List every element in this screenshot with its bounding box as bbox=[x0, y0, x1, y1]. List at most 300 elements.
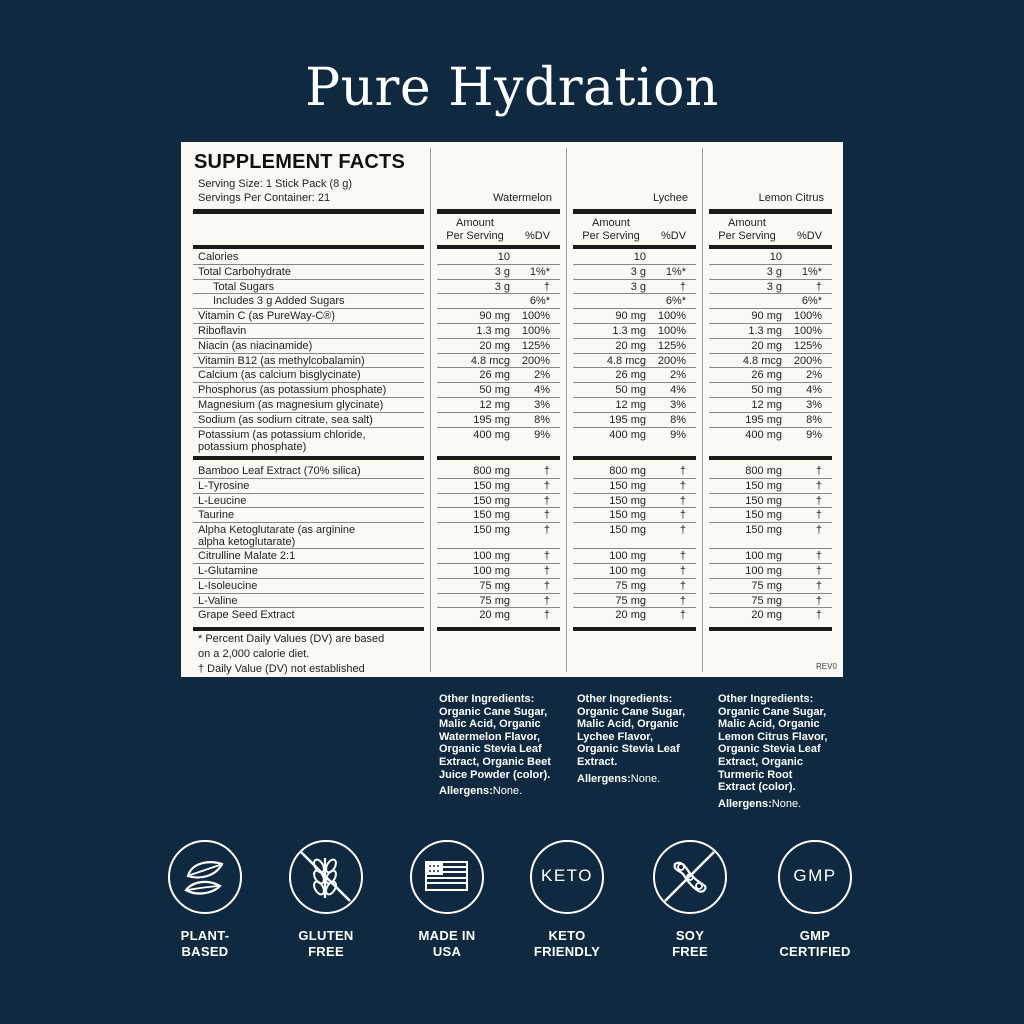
amount-cell: 3 g bbox=[630, 265, 646, 278]
us-flag-icon bbox=[410, 840, 484, 914]
amount-cell: 26 mg bbox=[479, 369, 510, 382]
badge-soy-free: SOY FREE bbox=[625, 840, 755, 960]
rule-thin bbox=[437, 507, 560, 508]
rule-thin bbox=[437, 607, 560, 608]
rule-thin bbox=[193, 548, 424, 549]
dv-cell: 100% bbox=[657, 310, 686, 323]
rule-thin bbox=[193, 522, 424, 523]
amount-cell: 10 bbox=[769, 251, 782, 263]
row-label: L-Valine bbox=[198, 594, 238, 607]
rule-thin bbox=[573, 522, 696, 523]
row-label: Citrulline Malate 2:1 bbox=[198, 550, 296, 563]
rule-thin bbox=[709, 397, 832, 398]
rule-thin bbox=[437, 279, 560, 280]
dv-cell: † bbox=[679, 494, 686, 507]
rule-thin bbox=[709, 279, 832, 280]
badge-plant-based: PLANT- BASED bbox=[140, 840, 270, 960]
rule-thin bbox=[193, 323, 424, 324]
amount-cell: 90 mg bbox=[615, 310, 646, 323]
amount-cell: 12 mg bbox=[751, 399, 782, 411]
rule-thick bbox=[437, 627, 560, 631]
row-label: Phosphorus (as potassium phosphate) bbox=[198, 384, 387, 397]
rule-thick bbox=[573, 209, 696, 214]
ingredient-line: Organic Stevia Leaf bbox=[718, 743, 821, 756]
rule-thin bbox=[193, 338, 424, 339]
dv-cell: † bbox=[679, 465, 686, 477]
amount-cell: 1.3 mg bbox=[612, 325, 646, 337]
no-wheat-icon bbox=[289, 840, 363, 914]
row-label: Alpha Ketoglutarate (as arginine alpha ketoglutarate) bbox=[198, 524, 356, 549]
dv-cell: 100% bbox=[521, 325, 550, 337]
rule-thin bbox=[709, 367, 832, 368]
dv-cell: † bbox=[815, 594, 822, 607]
rule-thin bbox=[573, 367, 696, 368]
amount-cell: 20 mg bbox=[751, 339, 782, 352]
row-label: L-Leucine bbox=[198, 494, 247, 507]
page-title: Pure Hydration bbox=[305, 58, 719, 118]
rule-thin bbox=[437, 593, 560, 594]
amount-cell: 150 mg bbox=[609, 509, 646, 522]
row-label: Sodium (as sodium citrate, sea salt) bbox=[198, 413, 373, 426]
rule-thin bbox=[709, 578, 832, 579]
rule-thick bbox=[709, 456, 832, 460]
row-label: Includes 3 g Added Sugars bbox=[213, 295, 345, 308]
row-label: Magnesium (as magnesium glycinate) bbox=[198, 399, 384, 411]
rule-thin bbox=[709, 264, 832, 265]
rule-thin bbox=[573, 264, 696, 265]
amount-cell: 4.8 mcg bbox=[742, 354, 782, 367]
rule-thin bbox=[193, 367, 424, 368]
rule-thin bbox=[437, 353, 560, 354]
row-label: L-Glutamine bbox=[198, 565, 258, 577]
dv-cell: † bbox=[679, 550, 686, 563]
flavor-lychee: Lychee bbox=[652, 192, 688, 204]
column-divider bbox=[702, 148, 703, 672]
amount-cell: 1.3 mg bbox=[476, 325, 510, 337]
rule-thin bbox=[437, 563, 560, 564]
ingredient-line: Organic Cane Sugar, bbox=[577, 705, 686, 718]
dv-cell: 9% bbox=[534, 428, 550, 441]
rule-thin bbox=[709, 382, 832, 383]
rule-thin bbox=[193, 308, 424, 309]
amount-cell: 4.8 mcg bbox=[470, 354, 510, 367]
amount-cell: 150 mg bbox=[609, 524, 646, 537]
ingredient-line: Extract (color). bbox=[718, 781, 796, 794]
amount-cell: 400 mg bbox=[473, 428, 510, 441]
dv-cell: 100% bbox=[793, 325, 822, 337]
flavor-lemon-citrus: Lemon Citrus bbox=[758, 192, 824, 204]
ingredient-line: Watermelon Flavor, bbox=[439, 730, 541, 743]
amount-cell: 90 mg bbox=[751, 310, 782, 323]
rule-thick bbox=[193, 245, 424, 249]
servings-per-container: Servings Per Container: 21 bbox=[198, 192, 331, 204]
rule-thin bbox=[573, 382, 696, 383]
flavor-watermelon: Watermelon bbox=[493, 192, 552, 204]
dv-cell: † bbox=[679, 594, 686, 607]
rule-thick bbox=[709, 627, 832, 631]
ingredient-line: Malic Acid, Organic bbox=[577, 718, 679, 731]
dv-cell: † bbox=[815, 550, 822, 563]
row-label: Bamboo Leaf Extract (70% silica) bbox=[198, 465, 361, 477]
badge-gmp-certified: GMP GMP CERTIFIED bbox=[750, 840, 880, 960]
ingredient-line: Extract, Organic Beet bbox=[439, 755, 551, 768]
amount-cell: 100 mg bbox=[745, 565, 782, 577]
rule-thin bbox=[573, 548, 696, 549]
rule-thin bbox=[437, 493, 560, 494]
row-label: Riboflavin bbox=[198, 325, 247, 337]
rule-thick bbox=[193, 209, 424, 214]
column-divider bbox=[566, 148, 567, 672]
row-label: Taurine bbox=[198, 509, 235, 522]
keto-icon: KETO bbox=[530, 840, 604, 914]
rule-thin bbox=[709, 563, 832, 564]
dv-cell: 200% bbox=[521, 354, 550, 367]
rule-thin bbox=[709, 522, 832, 523]
dv-cell: 200% bbox=[793, 354, 822, 367]
rule-thin bbox=[437, 578, 560, 579]
rule-thin bbox=[709, 507, 832, 508]
rule-thin bbox=[193, 563, 424, 564]
dv-cell: 1%* bbox=[801, 265, 822, 278]
rule-thick bbox=[573, 456, 696, 460]
amount-cell: 90 mg bbox=[479, 310, 510, 323]
dv-cell: 4% bbox=[806, 384, 822, 397]
row-label: L-Isoleucine bbox=[198, 579, 258, 592]
dv-cell: 2% bbox=[670, 369, 686, 382]
dv-cell: † bbox=[815, 280, 822, 293]
badge-keto-friendly: KETO KETO FRIENDLY bbox=[502, 840, 632, 960]
no-soy-icon bbox=[653, 840, 727, 914]
dv-cell: † bbox=[543, 280, 550, 293]
ingredient-line: Organic Cane Sugar, bbox=[718, 705, 827, 718]
badge-gluten-free: GLUTEN FREE bbox=[261, 840, 391, 960]
dv-header: %DV bbox=[525, 230, 551, 242]
rule-thin bbox=[709, 412, 832, 413]
amount-cell: 26 mg bbox=[615, 369, 646, 382]
rule-thin bbox=[573, 578, 696, 579]
ingredient-line: Turmeric Root bbox=[718, 768, 793, 781]
rule-thin bbox=[573, 607, 696, 608]
rule-thick bbox=[709, 245, 832, 249]
rule-thick bbox=[193, 627, 424, 631]
dv-cell: 100% bbox=[793, 310, 822, 323]
dv-cell: † bbox=[815, 494, 822, 507]
rule-thin bbox=[193, 478, 424, 479]
other-ingredients-watermelon: Other Ingredients: Organic Cane Sugar, Malic Acid, Organic Watermelon Flavor, Organic Stevia Leaf Extract, Organic Beet Juice Powder (color). Allergens:None. bbox=[439, 693, 569, 798]
rule-thin bbox=[437, 427, 560, 428]
dv-cell: † bbox=[543, 579, 550, 592]
dv-cell: 125% bbox=[793, 339, 822, 352]
dv-header: %DV bbox=[797, 230, 823, 242]
amount-cell: 150 mg bbox=[609, 479, 646, 492]
row-label: Total Sugars bbox=[213, 280, 275, 293]
rule-thin bbox=[437, 478, 560, 479]
rule-thin bbox=[573, 427, 696, 428]
amount-cell: 12 mg bbox=[479, 399, 510, 411]
rule-thin bbox=[709, 353, 832, 354]
dv-cell: 4% bbox=[534, 384, 550, 397]
rule-thick bbox=[573, 627, 696, 631]
rule-thin bbox=[193, 412, 424, 413]
amount-cell: 1.3 mg bbox=[748, 325, 782, 337]
amount-cell: 800 mg bbox=[473, 465, 510, 477]
amount-cell: 195 mg bbox=[609, 413, 646, 426]
amount-cell: 150 mg bbox=[745, 509, 782, 522]
ingredient-line: Extract, Organic bbox=[718, 755, 803, 768]
amount-cell: 100 mg bbox=[473, 565, 510, 577]
amount-cell: 100 mg bbox=[609, 550, 646, 563]
amount-cell: 150 mg bbox=[473, 479, 510, 492]
amount-cell: 3 g bbox=[766, 280, 782, 293]
dv-cell: † bbox=[679, 479, 686, 492]
dv-cell: † bbox=[815, 465, 822, 477]
rule-thin bbox=[709, 293, 832, 294]
rule-thin bbox=[437, 367, 560, 368]
rule-thin bbox=[573, 412, 696, 413]
dv-cell: † bbox=[815, 479, 822, 492]
rule-thin bbox=[437, 382, 560, 383]
facts-heading: SUPPLEMENT FACTS bbox=[194, 151, 405, 173]
amount-cell: 150 mg bbox=[745, 479, 782, 492]
dv-cell: 8% bbox=[806, 413, 822, 426]
amount-cell: 800 mg bbox=[745, 465, 782, 477]
rule-thin bbox=[193, 607, 424, 608]
rule-thin bbox=[193, 382, 424, 383]
rule-thin bbox=[573, 593, 696, 594]
dv-cell: † bbox=[543, 494, 550, 507]
rule-thin bbox=[709, 478, 832, 479]
row-label: Calories bbox=[198, 251, 239, 263]
amount-cell: 20 mg bbox=[615, 609, 646, 622]
amount-cell: 20 mg bbox=[479, 339, 510, 352]
rule-thin bbox=[437, 548, 560, 549]
rule-thin bbox=[709, 493, 832, 494]
dv-cell: 1%* bbox=[665, 265, 686, 278]
rule-thin bbox=[193, 279, 424, 280]
amount-cell: 20 mg bbox=[479, 609, 510, 622]
amount-cell: 20 mg bbox=[615, 339, 646, 352]
dv-cell: 6%* bbox=[801, 295, 822, 308]
dv-cell: † bbox=[679, 509, 686, 522]
rule-thin bbox=[437, 323, 560, 324]
amount-cell: 75 mg bbox=[479, 594, 510, 607]
rule-thin bbox=[709, 548, 832, 549]
amount-cell: 150 mg bbox=[745, 524, 782, 537]
rule-thin bbox=[437, 412, 560, 413]
row-label: Total Carbohydrate bbox=[198, 265, 291, 278]
rule-thin bbox=[437, 264, 560, 265]
rule-thick bbox=[437, 456, 560, 460]
amount-cell: 10 bbox=[497, 251, 510, 263]
amount-header: Amount Per Serving bbox=[446, 217, 504, 242]
dv-header: %DV bbox=[661, 230, 687, 242]
rule-thin bbox=[193, 353, 424, 354]
dv-cell: 2% bbox=[806, 369, 822, 382]
dv-cell: 9% bbox=[670, 428, 686, 441]
amount-cell: 50 mg bbox=[479, 384, 510, 397]
amount-cell: 100 mg bbox=[609, 565, 646, 577]
dv-cell: 125% bbox=[657, 339, 686, 352]
rule-thin bbox=[193, 578, 424, 579]
dv-cell: 2% bbox=[534, 369, 550, 382]
rule-thick bbox=[437, 245, 560, 249]
rule-thin bbox=[437, 338, 560, 339]
rule-thick bbox=[437, 209, 560, 214]
ingredient-line: Malic Acid, Organic bbox=[718, 718, 820, 731]
other-ingredients-lychee: Other Ingredients: Organic Cane Sugar, Malic Acid, Organic Lychee Flavor, Organic Stevia Leaf Extract. Allergens:None. bbox=[577, 693, 707, 785]
rule-thick bbox=[573, 245, 696, 249]
amount-header: Amount Per Serving bbox=[582, 217, 640, 242]
rule-thin bbox=[437, 308, 560, 309]
dv-cell: † bbox=[543, 479, 550, 492]
dv-cell: 9% bbox=[806, 428, 822, 441]
amount-cell: 26 mg bbox=[751, 369, 782, 382]
ingredient-line: Lemon Citrus Flavor, bbox=[718, 730, 828, 743]
row-label: Potassium (as potassium chloride, potassium phosphate) bbox=[198, 428, 366, 453]
rule-thin bbox=[193, 507, 424, 508]
footnote-dv: * Percent Daily Values (DV) are based bbox=[198, 633, 385, 645]
rule-thin bbox=[573, 353, 696, 354]
rule-thin bbox=[193, 264, 424, 265]
amount-cell: 195 mg bbox=[745, 413, 782, 426]
leaves-icon bbox=[168, 840, 242, 914]
ingredient-line: Organic Cane Sugar, bbox=[439, 705, 548, 718]
rule-thin bbox=[709, 338, 832, 339]
amount-cell: 75 mg bbox=[615, 579, 646, 592]
ingredient-line: Malic Acid, Organic bbox=[439, 718, 541, 731]
amount-cell: 4.8 mcg bbox=[606, 354, 646, 367]
rule-thin bbox=[437, 293, 560, 294]
footnote-dagger: † Daily Value (DV) not established bbox=[198, 663, 365, 675]
rule-thin bbox=[193, 293, 424, 294]
rule-thin bbox=[573, 507, 696, 508]
amount-cell: 3 g bbox=[630, 280, 646, 293]
rule-thin bbox=[573, 293, 696, 294]
amount-cell: 3 g bbox=[494, 265, 510, 278]
amount-cell: 150 mg bbox=[609, 494, 646, 507]
other-ingredients-lemon-citrus: Other Ingredients: Organic Cane Sugar, Malic Acid, Organic Lemon Citrus Flavor, Organic Stevia Leaf Extract, Organic Turmeric Root Extract (color). Allergens:None. bbox=[718, 693, 848, 810]
dv-cell: 4% bbox=[670, 384, 686, 397]
ingredient-line: Juice Powder (color). bbox=[439, 768, 551, 781]
row-label: Vitamin B12 (as methylcobalamin) bbox=[198, 354, 365, 367]
amount-cell: 10 bbox=[633, 251, 646, 263]
row-label: Calcium (as calcium bisglycinate) bbox=[198, 369, 361, 382]
dv-cell: † bbox=[815, 524, 822, 537]
ingredient-line: Extract. bbox=[577, 755, 618, 768]
rule-thin bbox=[573, 563, 696, 564]
dv-cell: † bbox=[815, 509, 822, 522]
column-divider bbox=[430, 148, 431, 672]
dv-cell: † bbox=[679, 579, 686, 592]
serving-size: Serving Size: 1 Stick Pack (8 g) bbox=[198, 178, 353, 190]
amount-cell: 150 mg bbox=[745, 494, 782, 507]
rule-thin bbox=[193, 593, 424, 594]
dv-cell: 6%* bbox=[529, 295, 550, 308]
rule-thin bbox=[709, 593, 832, 594]
dv-cell: † bbox=[543, 550, 550, 563]
rule-thin bbox=[709, 607, 832, 608]
amount-header: Amount Per Serving bbox=[718, 217, 776, 242]
rule-thin bbox=[573, 308, 696, 309]
rule-thin bbox=[573, 279, 696, 280]
ingredient-line: Organic Stevia Leaf bbox=[439, 743, 542, 756]
rule-thin bbox=[437, 522, 560, 523]
rule-thin bbox=[573, 323, 696, 324]
amount-cell: 3 g bbox=[766, 265, 782, 278]
badge-made-in-usa: MADE IN USA bbox=[382, 840, 512, 960]
dv-cell: 3% bbox=[534, 399, 550, 411]
amount-cell: 75 mg bbox=[751, 579, 782, 592]
amount-cell: 75 mg bbox=[479, 579, 510, 592]
dv-cell: 6%* bbox=[665, 295, 686, 308]
footnote-calorie: on a 2,000 calorie diet. bbox=[198, 648, 310, 660]
rule-thin bbox=[709, 308, 832, 309]
dv-cell: † bbox=[679, 524, 686, 537]
dv-cell: 8% bbox=[670, 413, 686, 426]
gmp-icon: GMP bbox=[778, 840, 852, 914]
ingredient-line: Lychee Flavor, bbox=[577, 730, 654, 743]
amount-cell: 12 mg bbox=[615, 399, 646, 411]
amount-cell: 100 mg bbox=[473, 550, 510, 563]
dv-cell: † bbox=[543, 465, 550, 477]
amount-cell: 100 mg bbox=[745, 550, 782, 563]
amount-cell: 3 g bbox=[494, 280, 510, 293]
rule-thin bbox=[573, 493, 696, 494]
dv-cell: 100% bbox=[521, 310, 550, 323]
amount-cell: 150 mg bbox=[473, 509, 510, 522]
dv-cell: 125% bbox=[521, 339, 550, 352]
rule-thin bbox=[573, 338, 696, 339]
rule-thin bbox=[573, 478, 696, 479]
dv-cell: † bbox=[679, 565, 686, 577]
rule-thin bbox=[193, 397, 424, 398]
rule-thick bbox=[193, 456, 424, 460]
rule-thick bbox=[709, 209, 832, 214]
revision-label: REV0 bbox=[816, 662, 837, 671]
rule-thin bbox=[709, 323, 832, 324]
amount-cell: 20 mg bbox=[751, 609, 782, 622]
dv-cell: † bbox=[543, 509, 550, 522]
row-label: Vitamin C (as PureWay-C®) bbox=[198, 310, 336, 323]
dv-cell: 3% bbox=[670, 399, 686, 411]
amount-cell: 75 mg bbox=[751, 594, 782, 607]
ingredient-line: Organic Stevia Leaf bbox=[577, 743, 680, 756]
row-label: Niacin (as niacinamide) bbox=[198, 339, 313, 352]
row-label: L-Tyrosine bbox=[198, 479, 250, 492]
dv-cell: 200% bbox=[657, 354, 686, 367]
rule-thin bbox=[193, 427, 424, 428]
rule-thin bbox=[193, 493, 424, 494]
amount-cell: 195 mg bbox=[473, 413, 510, 426]
dv-cell: 100% bbox=[657, 325, 686, 337]
amount-cell: 400 mg bbox=[745, 428, 782, 441]
rule-thin bbox=[709, 427, 832, 428]
amount-cell: 150 mg bbox=[473, 494, 510, 507]
dv-cell: † bbox=[679, 609, 686, 622]
amount-cell: 50 mg bbox=[615, 384, 646, 397]
dv-cell: † bbox=[543, 594, 550, 607]
amount-cell: 800 mg bbox=[609, 465, 646, 477]
dv-cell: † bbox=[543, 524, 550, 537]
amount-cell: 400 mg bbox=[609, 428, 646, 441]
dv-cell: † bbox=[815, 565, 822, 577]
row-label: Grape Seed Extract bbox=[198, 609, 295, 622]
dv-cell: 3% bbox=[806, 399, 822, 411]
dv-cell: † bbox=[815, 579, 822, 592]
amount-cell: 150 mg bbox=[473, 524, 510, 537]
amount-cell: 50 mg bbox=[751, 384, 782, 397]
rule-thin bbox=[573, 397, 696, 398]
